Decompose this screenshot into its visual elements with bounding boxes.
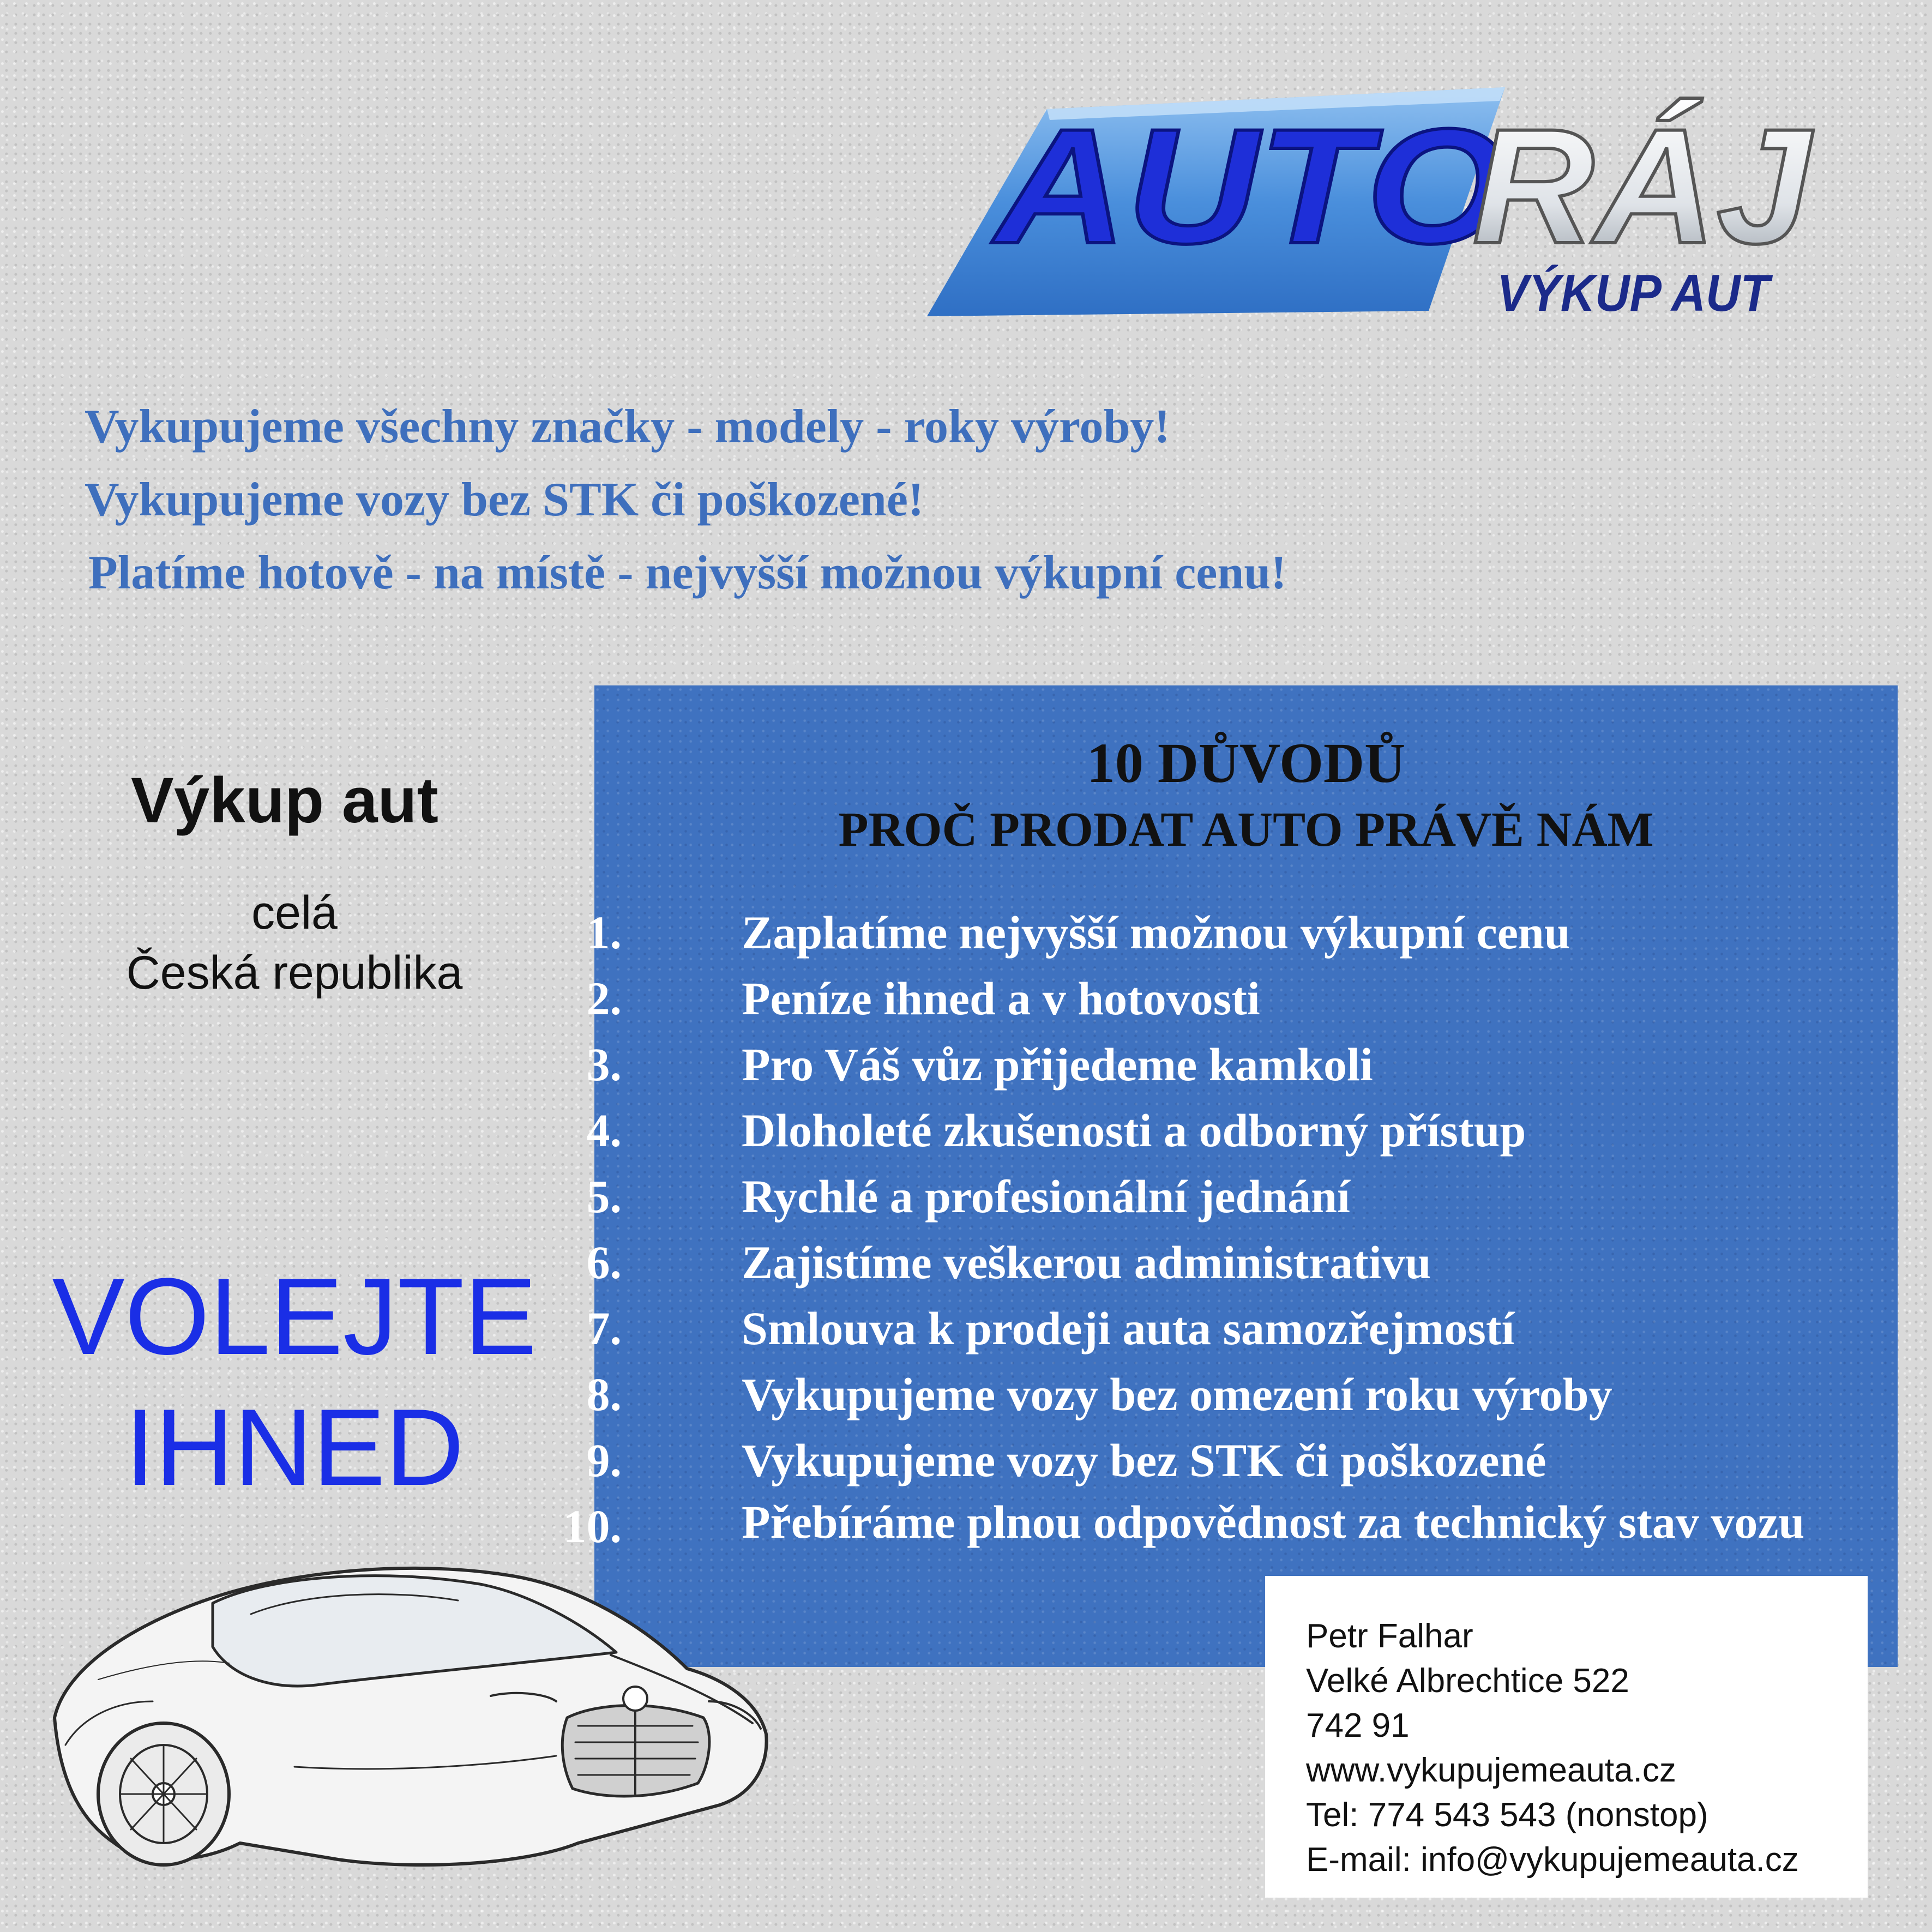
left-subtitle-line1: celá [251, 887, 338, 939]
reason-text: Dloholeté zkušenosti a odborný přístup [742, 1104, 1526, 1157]
left-subtitle-line2: Česká republika [126, 947, 463, 999]
contact-email[interactable]: E-mail: info@vykupujemeauta.cz [1306, 1841, 1799, 1879]
contact-zip: 742 91 [1306, 1707, 1410, 1744]
panel-subtitle: PROČ PRODAT AUTO PRÁVĚ NÁM [838, 803, 1654, 857]
reason-text: Zaplatíme nejvyšší možnou výkupní cenu [742, 906, 1570, 959]
reason-number: 5. [586, 1170, 622, 1223]
logo-word-auto: AUTO [989, 94, 1508, 278]
reason-text: Rychlé a profesionální jednání [742, 1170, 1350, 1223]
contact-phone[interactable]: Tel: 774 543 543 (nonstop) [1306, 1796, 1708, 1834]
reason-number: 3. [586, 1038, 622, 1091]
tagline-damaged: Vykupujeme vozy bez STK či poškozené! [85, 473, 924, 526]
auto-raj-logo [922, 87, 1827, 333]
logo-tagline: VÝKUP AUT [1497, 264, 1773, 322]
reason-text: Smlouva k prodeji auta samozřejmostí [742, 1302, 1515, 1355]
contact-street: Velké Albrechtice 522 [1306, 1662, 1629, 1700]
contact-box [1265, 1576, 1868, 1898]
call-to-action-line2: IHNED [124, 1387, 465, 1508]
reason-text: Vykupujeme vozy bez omezení roku výroby [742, 1368, 1612, 1421]
contact-name: Petr Falhar [1306, 1617, 1473, 1655]
reason-number: 1. [586, 906, 622, 959]
reason-text: Vykupujeme vozy bez STK či poškozené [742, 1434, 1546, 1486]
call-to-action-line1: VOLEJTE [52, 1256, 537, 1377]
tagline-brands: Vykupujeme všechny značky - modely - roky výroby! [85, 400, 1170, 453]
reason-text: Přebíráme plnou odpovědnost za technický stav vozu [742, 1496, 1805, 1548]
reason-number: 2. [586, 972, 622, 1025]
panel-title: 10 DŮVODŮ [1086, 732, 1406, 795]
reason-number: 7. [586, 1302, 622, 1355]
reason-text: Zajistíme veškerou administrativu [742, 1236, 1431, 1289]
reason-number: 6. [586, 1236, 622, 1289]
reason-number: 4. [586, 1104, 622, 1157]
logo-word-raj: RÁJ [1472, 94, 1814, 278]
tagline-payment: Platíme hotově - na místě - nejvyšší možnou výkupní cenu! [88, 546, 1287, 599]
left-title: Výkup aut [131, 765, 438, 836]
reason-number: 9. [586, 1434, 622, 1486]
contact-web-link[interactable]: www.vykupujemeauta.cz [1306, 1752, 1676, 1789]
car-sketch-icon [33, 1538, 785, 1892]
reason-number: 10. [563, 1500, 622, 1552]
reason-text: Pro Váš vůz přijedeme kamkoli [742, 1038, 1373, 1091]
reason-text: Peníze ihned a v hotovosti [742, 972, 1260, 1025]
reason-number: 8. [586, 1368, 622, 1421]
